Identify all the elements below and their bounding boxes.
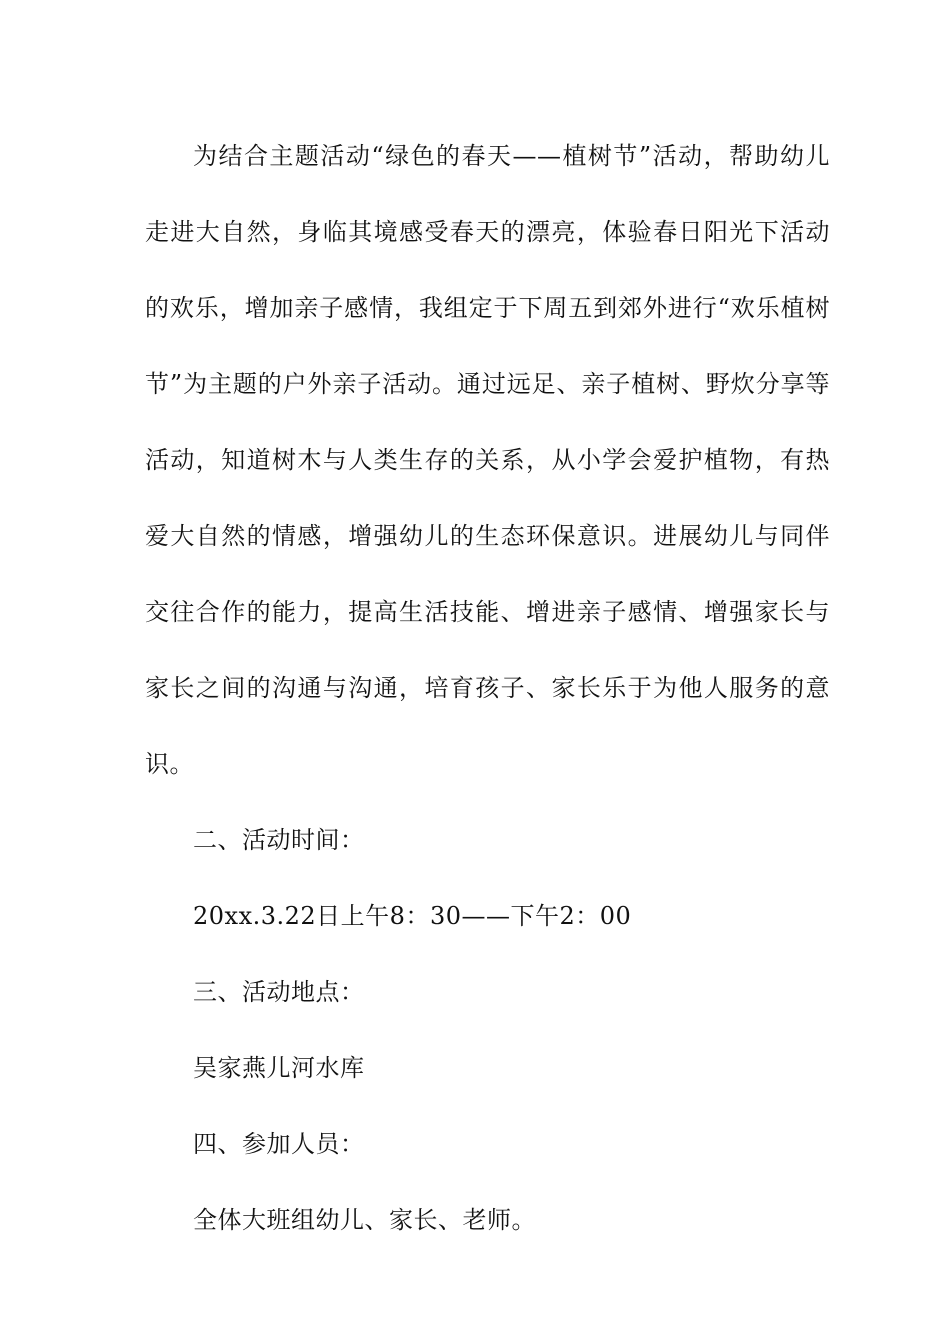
section-time-value: 20xx.3.22日上午8：30——下午2：00: [193, 902, 632, 930]
section-place-heading: 三、活动地点：: [193, 978, 365, 1006]
section-people-value: 全体大班组幼儿、家长、老师。: [193, 1206, 536, 1234]
section-place-value: 吴家燕儿河水库: [193, 1054, 365, 1082]
intro-paragraph: 为结合主题活动“绿色的春天——植树节”活动，帮助幼儿走进大自然，身临其境感受春天的漂亮，体验春日阳光下活动的欢乐，增加亲子感情，我组定于下周五到郊外进行“欢乐植树节”为主题的户外亲子活动。通过远足、亲子植树、野炊分享等活动，知道树木与人类生存的关系，从小学会爱护植物，有热爱大自然的情感，增强幼儿的生态环保意识。进展幼儿与同伴交往合作的能力，提高生活技能、增进亲子感情、增强家长与家长之间的沟通与沟通，培育孩子、家长乐于为他人服务的意识。: [145, 142, 830, 778]
section-time-heading: 二、活动时间：: [193, 826, 365, 854]
document-body: [145, 118, 830, 1258]
section-people-heading: 四、参加人员：: [193, 1130, 365, 1158]
